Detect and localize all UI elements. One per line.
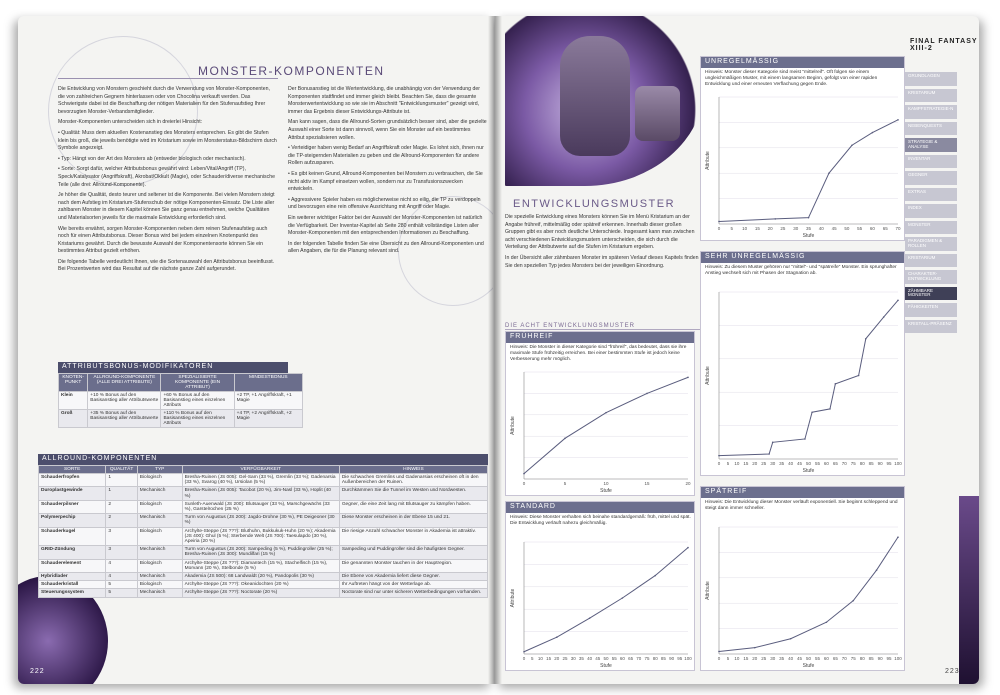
table-cell: Schauderelement (39, 559, 106, 572)
table-cell: Mechanisch (137, 487, 182, 500)
table-cell: Die riesige Anzahl schwacher Monster in Akademia ist attraktiv. (339, 527, 487, 546)
table-cell: 3 (106, 527, 137, 546)
table-cell: Archylte-Steppe (JS ???): Bluthuhn, Bukkukuk-Huhn (20 %); Akademia (JS 400): Ghul (5 %); Sterbende Welt (JS 700): Taesulapdo (30 %), Apeiria (20 %) (182, 527, 339, 546)
data-point (808, 217, 810, 219)
data-point (687, 547, 689, 549)
data-point (605, 412, 607, 414)
chart-title: STANDARD (506, 502, 694, 513)
x-tick-label: 100 (894, 656, 902, 661)
chart-title: FRÜHREIF (506, 332, 694, 343)
paragraph: • Sorte: Sorgt dafür, welcher Attributsbonus gewährt wird: Leben/Vital/Angriff (TP), Speck/Katalysator (Angriffskraft), Akrobat/Okkult (Magie), oder Schauder/diverse mechanische Teile (alle drei: Allround-Komponente). (58, 166, 276, 188)
table-header-cell: ALLROUND-KOMPONENTE (ALLE DREI ATTRIBUTE) (88, 374, 161, 392)
x-tick-label: 0 (522, 656, 526, 661)
book-header: FINAL FANTASY XIII-2 (910, 38, 978, 52)
x-tick-label: 15 (546, 656, 552, 661)
x-tick-label: 30 (770, 656, 776, 661)
paragraph: Monster-Komponenten unterscheiden sich in dreierlei Hinsicht: (58, 119, 203, 126)
table-row (59, 392, 303, 410)
x-tick-label: 75 (850, 461, 856, 466)
table-cell: +60 % Bonus auf den Basisanstieg eines einzelnen Attributs (161, 392, 234, 410)
data-point (804, 438, 806, 440)
paragraph: In der Übersicht aller zähmbaren Monster im späteren Verlauf dieses Kapitels finden Sie den speziellen Typ jedes Monsters bei der jeweiligen Einordnung. (505, 254, 699, 269)
series-line (524, 548, 688, 652)
table-cell: 5 (106, 581, 137, 589)
chapter-tab[interactable]: FÄHIGKEITEN (905, 303, 957, 317)
x-tick-label: 65 (832, 461, 838, 466)
data-point (646, 393, 648, 395)
data-point (852, 600, 854, 602)
x-tick-label: 95 (886, 461, 892, 466)
table-cell: Archylte-Steppe (JS ???): Noctorate (20 %) (182, 589, 339, 597)
table-cell: Mechanisch (137, 573, 182, 581)
x-tick-label: 35 (578, 656, 584, 661)
chapter-tab[interactable]: STRATEGIE & ANALYSE (905, 138, 957, 152)
x-tick-label: 20 (752, 656, 758, 661)
chapter-tab[interactable]: KRISTALL-PRÄSENZ (905, 320, 957, 334)
x-tick-label: 55 (857, 226, 863, 231)
data-point (835, 383, 837, 385)
x-tick-label: 5 (563, 481, 567, 486)
table-header-cell: VERFÜGBARKEIT (182, 466, 339, 474)
x-tick-label: 80 (859, 656, 865, 661)
x-tick-label: 60 (823, 461, 829, 466)
chart-title: SEHR UNREGELMÄSSIG (701, 252, 904, 263)
x-tick-label: 95 (886, 656, 892, 661)
y-axis-label: Attribute (705, 366, 711, 385)
x-tick-label: 0 (522, 481, 526, 486)
page-title: MONSTER-KOMPONENTEN (198, 64, 385, 78)
series-line (719, 120, 898, 222)
decorative-strip (959, 496, 979, 684)
table-cell: Turm von Augustus (JS 200): Sampeding (5 %), Puddingroller (25 %); Bresha-Ruinen (JS 300): Mundilfari (15 %) (182, 546, 339, 559)
x-tick-label: 50 (805, 461, 812, 466)
paragraph: • Qualität: Muss dem aktuellen Kostenanstieg des Monsters entsprechen. Es gibt die Stufen klein bis groß, die jeweils benötigte wird im Kristarium sowie im Monsterstatus-Bildschirm durch Symbole angezeigt. (58, 129, 277, 152)
x-tick-label: 20 (767, 226, 773, 231)
data-point (772, 442, 774, 444)
left-text-column (58, 86, 278, 358)
x-tick-label: 90 (877, 461, 883, 466)
table-header-cell: TYP (137, 466, 182, 474)
data-point (754, 647, 756, 649)
data-point (897, 300, 899, 302)
x-tick-label: 90 (877, 656, 883, 661)
monster-figure-small (635, 86, 680, 141)
chapter-tab[interactable]: ZÄHMBARE MONSTER (905, 287, 957, 301)
data-point (826, 621, 828, 623)
series-line (719, 537, 898, 651)
table-cell: Klein (59, 392, 88, 410)
x-tick-label: 80 (859, 461, 865, 466)
chapter-tab[interactable]: GRUNDLAGEN (905, 72, 957, 86)
section-intro (505, 214, 700, 314)
table-cell: Bresha-Ruinen (JS 005): Tacobot (20 %), Jim-Nasl (33 %), Hoplit (40 %) (182, 487, 339, 500)
left-page (18, 16, 493, 684)
chapter-tab[interactable]: INVENTAR (905, 155, 957, 169)
table-cell: Schauderfropfen (39, 474, 106, 487)
data-point (897, 536, 899, 538)
table-cell: Die genannten Monster tauchen in der Hauptregion. (339, 559, 487, 572)
x-tick-label: 60 (823, 656, 829, 661)
x-tick-label: 30 (570, 656, 576, 661)
chart-svg (701, 252, 906, 477)
x-tick-label: 35 (779, 461, 785, 466)
x-tick-label: 55 (611, 656, 617, 661)
data-point (718, 221, 720, 223)
table-cell: Akademia (JS 500): 68 Landwaldt (20 %), Pandopolis (30 %) (182, 573, 339, 581)
patterns-label: DIE ACHT ENTWICKLUNGSMUSTER (505, 323, 700, 330)
chapter-tab[interactable]: KRISTARIUM (905, 254, 957, 268)
x-tick-label: 40 (788, 461, 794, 466)
paragraph: Die Entwicklung von Monstern geschieht durch die Verwendung von Monster-Komponenten, die von zahlreichen Gegnern hinterlassen oder von Chocolina verkauft werden. Das Schwierigste dabei ist die Beschaffung der nötigen Materialien für den Stufenaufstieg Ihrer bevorzugten Monster-Verbandsmitglieder. (58, 86, 270, 115)
x-tick-label: 50 (603, 656, 609, 661)
table-cell: GRID-Zündung (39, 546, 106, 559)
chapter-tab[interactable]: INDEX (905, 204, 957, 218)
x-tick-label: 75 (850, 656, 856, 661)
paragraph: Wie bereits erwähnt, sorgen Monster-Komponenten neben dem reinen Stufenaufstieg auch noch für einen Attributsbonus. Dieser Bonus wird bei jedem einzelnen Knotenpunkt des Kristariums gewährt. Durch die bewusste Auswahl der Komponentensorte können Sie ein bestimmtes Attribut gezielt erhöhen. (58, 225, 268, 255)
x-tick-label: 5 (726, 461, 730, 466)
x-axis-label: Stufe (600, 663, 612, 669)
data-point (872, 132, 874, 134)
chapter-tab[interactable]: KRISTARIUM (905, 89, 957, 103)
right-page (495, 16, 979, 684)
page-number-right: 223 (945, 668, 960, 675)
x-tick-label: 25 (780, 226, 786, 231)
x-tick-label: 30 (770, 461, 776, 466)
data-point (865, 338, 867, 340)
x-tick-label: 85 (868, 656, 874, 661)
allround-table (38, 465, 488, 598)
table-cell: Archylte-Steppe (JS ???): Diamantech (15 %), Stachelfisch (15 %), Morvann (20 %), Stelbonde (5 %) (182, 559, 339, 572)
paragraph: Man kann sagen, dass die Allround-Sorten grundsätzlich besser sind, aber die gezielte Auswahl einer Sorte ist dann sinnvoll, wenn Sie ein Monster auf ein bestimmtes Attribut spezialisieren wollen. (288, 119, 487, 141)
table-cell: 2 (106, 514, 137, 527)
table-cell: Steuerungssystem (39, 589, 106, 597)
chart-hint: Hinweis: Zu diesem Muster gehören nur "mittel"- und "spätreife" Monster. Ein sprunghafter Anstieg wechselt sich mit Phasen der Stagnation ab. (705, 265, 897, 277)
table-cell: 1 (106, 474, 137, 487)
x-tick-label: 75 (644, 656, 650, 661)
table-cell: Gegner, die eine Zeit lang mit Blutsauger zu kämpfen haben. (339, 500, 487, 513)
x-tick-label: 10 (603, 481, 609, 486)
paragraph: Ein weiterer wichtiger Faktor bei der Auswahl der Monster-Komponenten ist natürlich die Verfügbarkeit. Der Inventar-Kapitel ab Seite 280 enthält vollständige Listen aller Monster-Komponenten mit den entsprechenden Informationen zu Beschaffung. (288, 214, 483, 237)
x-tick-label: 95 (677, 656, 683, 661)
attr-table-title: ATTRIBUTSBONUS-MODIFIKATOREN (58, 362, 288, 373)
table-cell: Groß (59, 410, 88, 428)
x-tick-label: 30 (793, 226, 799, 231)
chapter-tab[interactable]: NEBENQUESTS (905, 122, 957, 136)
x-tick-label: 100 (894, 461, 902, 466)
table-cell: Schauderkristall (39, 581, 106, 589)
table-cell: Polymerpechip (39, 514, 106, 527)
x-tick-label: 45 (797, 461, 803, 466)
section-title: ENTWICKLUNGSMUSTER (513, 198, 676, 210)
table-header-cell: HINWEIS (339, 466, 487, 474)
table-cell: Turm von Augustus (JS 200): Jagdo-Drohne (30 %), PE Deigeoner (30 %) (182, 514, 339, 527)
table-cell: Noctorate sind nur unter sicheren Wetterbedingungen vorhanden. (339, 589, 487, 597)
table-cell: Durchkämmen Sie die Tunnel im Westen und Nordwesten. (339, 487, 487, 500)
table-cell: 5 (106, 589, 137, 597)
table-cell: Duroplastgewinde (39, 487, 106, 500)
x-tick-label: 15 (754, 226, 760, 231)
x-tick-label: 20 (554, 656, 560, 661)
paragraph: • Aggressivere Spieler haben es möglicherweise nicht so eilig, die TP zu verdoppeln und bevorzugen eine rein offensive Ausrichtung mit Angriff oder Magie. (288, 196, 481, 211)
table-cell: Archylte-Steppe (JS ???): Okeanidochten (20 %) (182, 581, 339, 589)
x-tick-label: 55 (814, 461, 820, 466)
chart-svg (701, 487, 906, 672)
data-point (876, 569, 878, 571)
chapter-tab[interactable]: GEGNER (905, 171, 957, 185)
x-axis-label: Stufe (600, 488, 612, 494)
table-cell: Schauderpilsner (39, 500, 106, 513)
chart-panel (700, 251, 905, 476)
y-axis-label: Attribute (705, 581, 711, 600)
paragraph: Je höher die Qualität, desto teurer und seltener ist die Komponente. Bei vielen Monstern steigt nach dem Aufstieg im Kristarium-Stufenschub der nötige Komponenten-Einsatz. Die Liste aller zahlbaren Monster in diesem Kapitel können Sie ganz genau entnehmen, welche Qualitäten und Materialsorten jeweils für die maximale Entwicklung erforderlich sind. (58, 192, 275, 221)
x-tick-label: 45 (831, 226, 837, 231)
book-spine (488, 16, 502, 684)
table-cell: 4 (106, 573, 137, 581)
chart-hint: Hinweis: Die Monster in dieser Kategorie sind "frühreif", das bedeutet, dass sie ihre maximale Stufe frühzeitig erreichen. Bei einer bestimmten Stufe ist jedoch keine Verbesserung mehr möglich. (510, 345, 687, 363)
data-point (654, 575, 656, 577)
table-header-cell: QUALITÄT (106, 466, 137, 474)
table-cell: Biologisch (137, 474, 182, 487)
data-point (718, 455, 720, 457)
table-cell: +4 TP, +2 Angriffskraft, +2 Magie (234, 410, 302, 428)
paragraph: Die folgende Tabelle verdeutlicht Ihnen, wie die Sortenauswahl den Attributsbonus beeinflusst. Bei Prozentwerten wird das Resultat auf die nächste ganze Zahl aufgerundet. (58, 258, 275, 273)
x-tick-label: 10 (537, 656, 543, 661)
attr-bonus-table (58, 373, 303, 428)
table-cell: +2 TP, +1 Angriffskraft, +1 Magie (234, 392, 302, 410)
data-point (774, 218, 776, 220)
x-tick-label: 35 (805, 226, 812, 231)
y-axis-label: Attribute (510, 416, 516, 435)
x-tick-label: 15 (743, 461, 749, 466)
table-cell: 1 (106, 487, 137, 500)
x-tick-label: 5 (730, 226, 734, 231)
table-row (39, 589, 488, 597)
x-tick-label: 85 (660, 656, 666, 661)
x-tick-label: 15 (743, 656, 749, 661)
x-tick-label: 65 (628, 656, 634, 661)
paragraph: • Typ: Hängt von der Art des Monsters ab (entweder biologisch oder mechanisch). (58, 155, 246, 162)
x-tick-label: 65 (832, 656, 838, 661)
table-cell: Ihr Auftreten hängt von der Wetterlage ab. (339, 581, 487, 589)
x-tick-label: 25 (761, 461, 767, 466)
x-tick-label: 60 (869, 226, 875, 231)
table-row (39, 559, 488, 572)
table-row (39, 474, 488, 487)
y-axis-label: Attribute (705, 151, 711, 170)
monster-figure (560, 36, 630, 156)
x-tick-label: 25 (562, 656, 568, 661)
allround-table-title: ALLROUND-KOMPONENTEN (38, 454, 488, 465)
y-axis-label: Attribute (510, 588, 516, 608)
x-tick-label: 10 (734, 656, 740, 661)
x-tick-label: 25 (761, 656, 767, 661)
data-point (811, 411, 813, 413)
x-tick-label: 60 (619, 656, 625, 661)
table-cell: Mechanisch (137, 514, 182, 527)
table-cell: Biologisch (137, 559, 182, 572)
x-tick-label: 45 (595, 656, 601, 661)
table-cell: Bresha-Ruinen (JS 005): Gel-Sam (33 %), Gremlin (33 %); Gadenarsia (33 %), Svarog (40 %), Ursiolan (5 %) (182, 474, 339, 487)
chart-panel (700, 56, 905, 241)
x-tick-label: 55 (814, 656, 820, 661)
chapter-tab[interactable]: PARADIGMEN & ROLLEN (905, 237, 957, 251)
x-tick-label: 70 (895, 226, 901, 231)
table-cell: +10 % Bonus auf den Basisanstieg aller Attributswerte (88, 392, 161, 410)
table-row (39, 500, 488, 513)
table-row (59, 410, 303, 428)
x-tick-label: 15 (644, 481, 650, 486)
x-tick-label: 50 (844, 226, 850, 231)
x-axis-label: Stufe (802, 233, 815, 239)
chart-title: UNREGELMÄSSIG (701, 57, 904, 68)
x-tick-label: 10 (734, 461, 740, 466)
paragraph: • Verteidiger haben wenig Bedarf an Angriffskraft oder Magie. Es lohnt sich, ihnen nur die TP-steigernden Materialien zu geben und die Allround-Komponenten für andere Rollen aufzusparen. (288, 145, 484, 167)
title-rule (58, 78, 278, 79)
table-cell: +35 % Bonus auf den Basisanstieg aller Attributswerte (88, 410, 161, 428)
right-text-column (288, 86, 488, 466)
data-point (858, 375, 860, 377)
table-cell: Biologisch (137, 500, 182, 513)
x-tick-label: 40 (788, 656, 794, 661)
x-tick-label: 80 (652, 656, 658, 661)
data-point (897, 119, 899, 121)
chart-svg (506, 332, 696, 497)
table-cell: Hybridlader (39, 573, 106, 581)
x-tick-label: 20 (685, 481, 691, 486)
data-point (556, 636, 558, 638)
chart-hint: Hinweis: Die Entwicklung dieser Monster verläuft exponentiell. Sie beginnt schleppend und steigt dann immer schneller. (705, 500, 898, 512)
chart-panel (700, 486, 905, 671)
chapter-tab[interactable]: MONSTER (905, 221, 957, 235)
table-cell: Sunleth-Auenwald (JS 200): Blutsauger (33 %), Marschgewächs (33 %), Garstelrochen (25 %) (182, 500, 339, 513)
x-tick-label: 100 (684, 656, 692, 661)
table-cell: Sampeding und Puddingroller sind die häufigsten Gegner. (339, 546, 487, 559)
data-point (523, 473, 525, 475)
data-point (523, 651, 525, 653)
table-cell: Die schwachen Gremlins und Gadenarsias erscheinen oft in den Außenbereichen der Ruinen. (339, 474, 487, 487)
table-row (39, 514, 488, 527)
table-cell: 2 (106, 500, 137, 513)
table-row (39, 546, 488, 559)
table-cell: Biologisch (137, 527, 182, 546)
table-row (39, 527, 488, 546)
x-tick-label: 50 (805, 656, 812, 661)
series-line (524, 377, 688, 473)
table-header-cell: KNOTEN-PUNKT (59, 374, 88, 392)
paragraph: • Es gibt keinen Grund, Allround-Komponenten bei Monstern zu verbrauchen, die Sie nicht aktiv im Kampf einsetzen wollen, sondern nur zu Transfusionszwecken entwickeln. (288, 170, 483, 193)
chapter-tab[interactable]: CHARAKTER-ENTWICKLUNG (905, 270, 957, 284)
x-tick-label: 85 (868, 461, 874, 466)
x-tick-label: 5 (530, 656, 534, 661)
paragraph: Der Bonusanstieg ist die Wertentwicklung, die unabhängig von der Verwendung der Komponenten stattfindet und immer gleich bleibt. Beachten Sie, dass die gesamte Monsterwertentwicklung so wie sie im Abschnitt "Entwicklungsmuster" gezeigt wird, immer das Ergebnis dieser Entwicklungs-Attribute ist. (288, 86, 480, 115)
table-cell: 3 (106, 546, 137, 559)
chart-panel (505, 331, 695, 496)
table-cell: Mechanisch (137, 589, 182, 597)
table-cell: 4 (106, 559, 137, 572)
x-tick-label: 0 (717, 656, 721, 661)
table-cell: Die Ebene von Akademia liefert diese Gegner. (339, 573, 487, 581)
page-number-left: 222 (30, 668, 45, 675)
data-point (828, 172, 830, 174)
x-tick-label: 10 (742, 226, 748, 231)
data-point (687, 377, 689, 379)
chart-panel (505, 501, 695, 671)
chart-svg (701, 57, 906, 242)
x-tick-label: 45 (797, 656, 803, 661)
data-point (589, 617, 591, 619)
table-header-cell: SPEZIALISIERTE KOMPONENTE (EIN ATTRIBUT) (161, 374, 234, 392)
table-cell: Biologisch (137, 581, 182, 589)
x-tick-label: 40 (818, 226, 824, 231)
chart-hint: Hinweis: Monster dieser Kategorie sind meist "mittelreif". Oft folgen sie einem ungleichmäßigen Muster, mit einem langsamen Beginn, gefolgt von einer rapiden Entwicklung und einer erneuten Verflachung gegen Ende. (705, 70, 878, 88)
data-point (718, 651, 720, 653)
data-point (790, 638, 792, 640)
table-row (39, 581, 488, 589)
table-header-cell: SORTE (39, 466, 106, 474)
table-cell: Schauderkugel (39, 527, 106, 546)
chapter-tabs (905, 72, 957, 336)
chart-hint: Hinweis: Diese Monster verhalten sich beinahe standardgemäß: früh, mittel und spät. Die Entwicklung verläuft nahezu gleichmäßig. (510, 515, 691, 527)
table-cell: Diese Monster erscheinen in der Ebene 15 und 21. (339, 514, 487, 527)
x-tick-label: 70 (636, 656, 642, 661)
data-point (851, 144, 853, 146)
x-tick-label: 5 (726, 656, 730, 661)
data-point (622, 597, 624, 599)
x-tick-label: 40 (587, 656, 593, 661)
x-tick-label: 0 (717, 461, 721, 466)
table-cell: +110 % Bonus auf den Basisanstieg eines einzelnen Attributs (161, 410, 234, 428)
chart-svg (506, 502, 696, 672)
data-point (564, 438, 566, 440)
table-cell: Mechanisch (137, 546, 182, 559)
series-line (719, 300, 898, 455)
paragraph: Die spezielle Entwicklung eines Monsters können Sie im Menü Kristarium an der Angabe frühreif, mittelmäßig oder spätreif erkennen. Innerhalb dieser großen Gruppen gibt es aber noch deutliche Unterschiede. Insgesamt kann man zwischen acht verschiedenen Entwicklungsmustern unterscheiden, die sich durch die Verteilung der Attributwerte auf die Stufen im Kristarium ergeben. (505, 214, 695, 251)
x-axis-label: Stufe (802, 663, 815, 669)
chapter-tab[interactable]: EXTRAS (905, 188, 957, 202)
chapter-tab[interactable]: KAMPFSTRATEGIE-N (905, 105, 957, 119)
x-axis-label: Stufe (802, 468, 815, 474)
x-tick-label: 20 (752, 461, 758, 466)
data-point (768, 453, 770, 455)
x-tick-label: 35 (779, 656, 785, 661)
table-row (39, 487, 488, 500)
x-tick-label: 65 (882, 226, 888, 231)
data-point (883, 316, 885, 318)
x-tick-label: 90 (669, 656, 675, 661)
chart-title: SPÄTREIF (701, 487, 904, 498)
table-row (39, 573, 488, 581)
x-tick-label: 70 (841, 461, 847, 466)
paragraph: In der folgenden Tabelle finden Sie eine Übersicht zu den Allround-Komponenten und allen Angaben, die für die Planung relevant sind. (288, 240, 484, 255)
x-tick-label: 0 (717, 226, 721, 231)
data-point (829, 408, 831, 410)
table-header-cell: MINDESTBONUS (234, 374, 302, 392)
x-tick-label: 70 (841, 656, 847, 661)
